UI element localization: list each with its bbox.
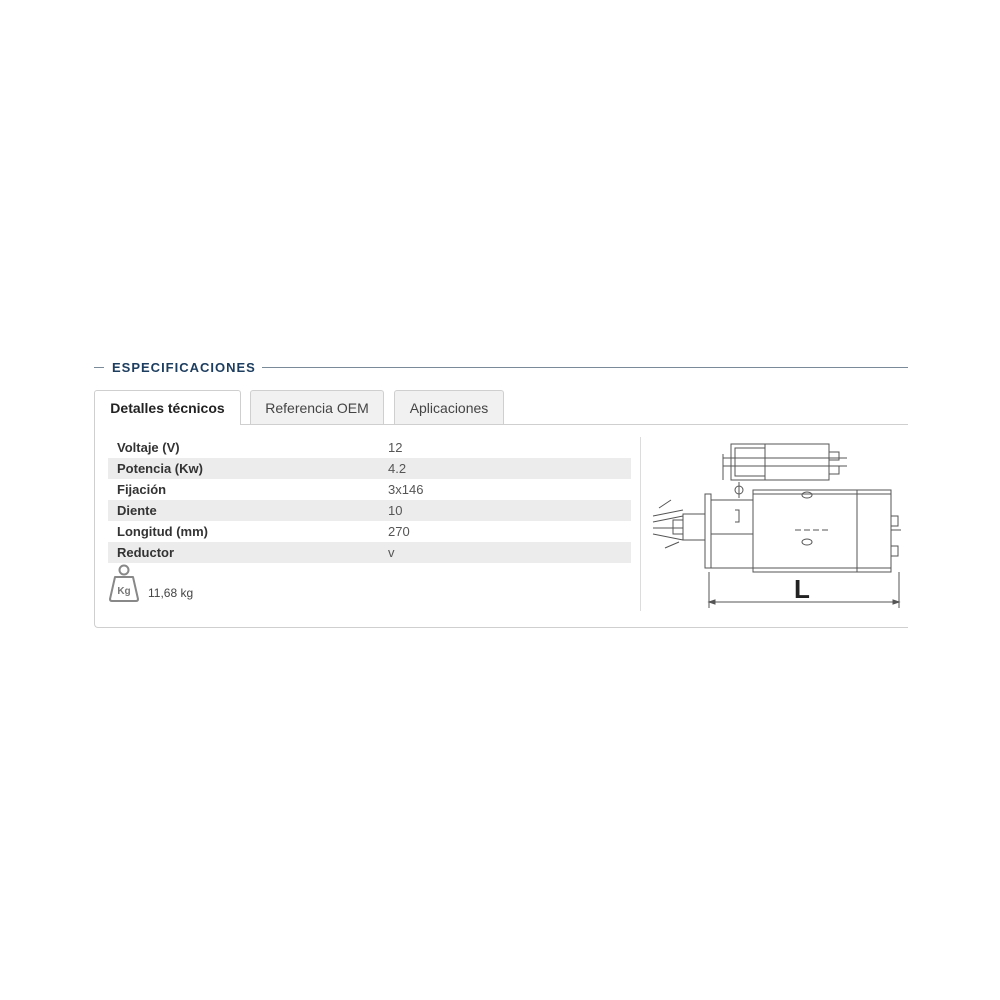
spec-value: 12 [388, 440, 403, 455]
spec-label: Fijación [117, 482, 167, 497]
spec-value: 3x146 [388, 482, 424, 497]
spec-value: 270 [388, 524, 410, 539]
spec-row-diente [108, 500, 631, 521]
spec-value: 10 [388, 503, 403, 518]
dimension-label-L: L [794, 574, 810, 604]
kg-weight-icon [107, 563, 141, 603]
header-rule [262, 367, 908, 368]
section-header [94, 358, 908, 378]
spec-value: v [388, 545, 395, 560]
starter-motor-diagram-icon [645, 438, 907, 614]
panel-divider [640, 437, 641, 611]
spec-label: Longitud (mm) [117, 524, 208, 539]
weight-value: 11,68 kg [148, 586, 194, 600]
spec-row-longitud [108, 521, 631, 542]
specs-table [108, 437, 631, 563]
tab-aplicaciones[interactable]: Aplicaciones [394, 390, 504, 424]
spec-row-reductor [108, 542, 631, 563]
spec-label: Diente [117, 503, 157, 518]
spec-row-potencia [108, 458, 631, 479]
tab-referencia-oem[interactable]: Referencia OEM [250, 390, 384, 424]
tab-detalles-tecnicos[interactable]: Detalles técnicos [94, 390, 241, 425]
spec-row-fijacion [108, 479, 631, 500]
header-dash [94, 367, 104, 368]
spec-label: Reductor [117, 545, 175, 560]
section-title: ESPECIFICACIONES [112, 360, 256, 375]
weight-info [107, 563, 227, 605]
spec-label: Voltaje (V) [117, 440, 180, 455]
spec-row-voltaje [108, 437, 631, 458]
spec-value: 4.2 [388, 461, 407, 476]
spec-label: Potencia (Kw) [117, 461, 203, 476]
kg-icon-text: Kg [117, 586, 131, 597]
